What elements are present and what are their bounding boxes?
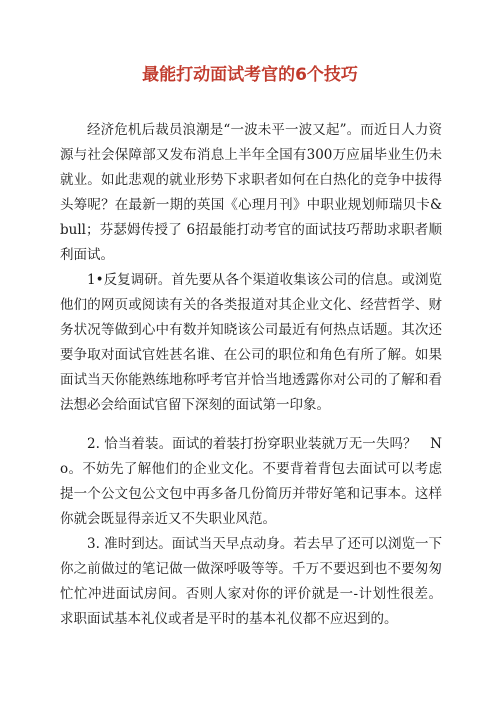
paragraph-intro: 经济危机后裁员浪潮是“一波未平一波又起”。而近日人力资源与社会保障部又发布消息上半年全国有300万应届毕业生仍未就业。如此悲观的就业形势下求职者如何在白热化的竞争中拔得头筹呢？在最新一期的英国《心理月刊》中职业规划师瑞贝卡&bull；芬瑟姆传授了 6招最能打动考官的面试技巧帮助求职者顺利面试。 bbox=[60, 122, 442, 263]
paragraph-tip-1: 1•反复调研。首先要从各个渠道收集该公司的信息。或浏览他们的网页或阅读有关的各类报道对其企业文化、经营哲学、财务状况等做到心中有数并知晓该公司最近有何热点话题。其次还要争取对面试官姓甚名谁、在公司的职位和角色有所了解。如果面试当天你能熟练地称呼考官并恰当地透露你对公司的了解和看法想必会给面试官留下深刻的面试第一印象。 bbox=[60, 272, 442, 413]
paragraph-tip-3: 3. 准时到达。面试当天早点动身。若去早了还可以浏览一下你之前做过的笔记做一做深呼吸等等。千万不要迟到也不要匆匆忙忙冲进面试房间。否则人家对你的评价就是一-计划性很差。求职面试基本礼仪或者是平时的基本礼仪都不应迟到的。 bbox=[60, 536, 442, 627]
paragraph-tip-2: 2. 恰当着装。面试的着装打扮穿职业装就万无一失吗？ No。不妨先了解他们的企业文化。不要背着背包去面试可以考虑提一个公文包公文包中再多备几份简历并带好笔和记事本。这样你就会既显得亲近又不失职业风范。 bbox=[60, 436, 442, 527]
article-title: 最能打动面试考官的6个技巧 bbox=[142, 65, 358, 85]
